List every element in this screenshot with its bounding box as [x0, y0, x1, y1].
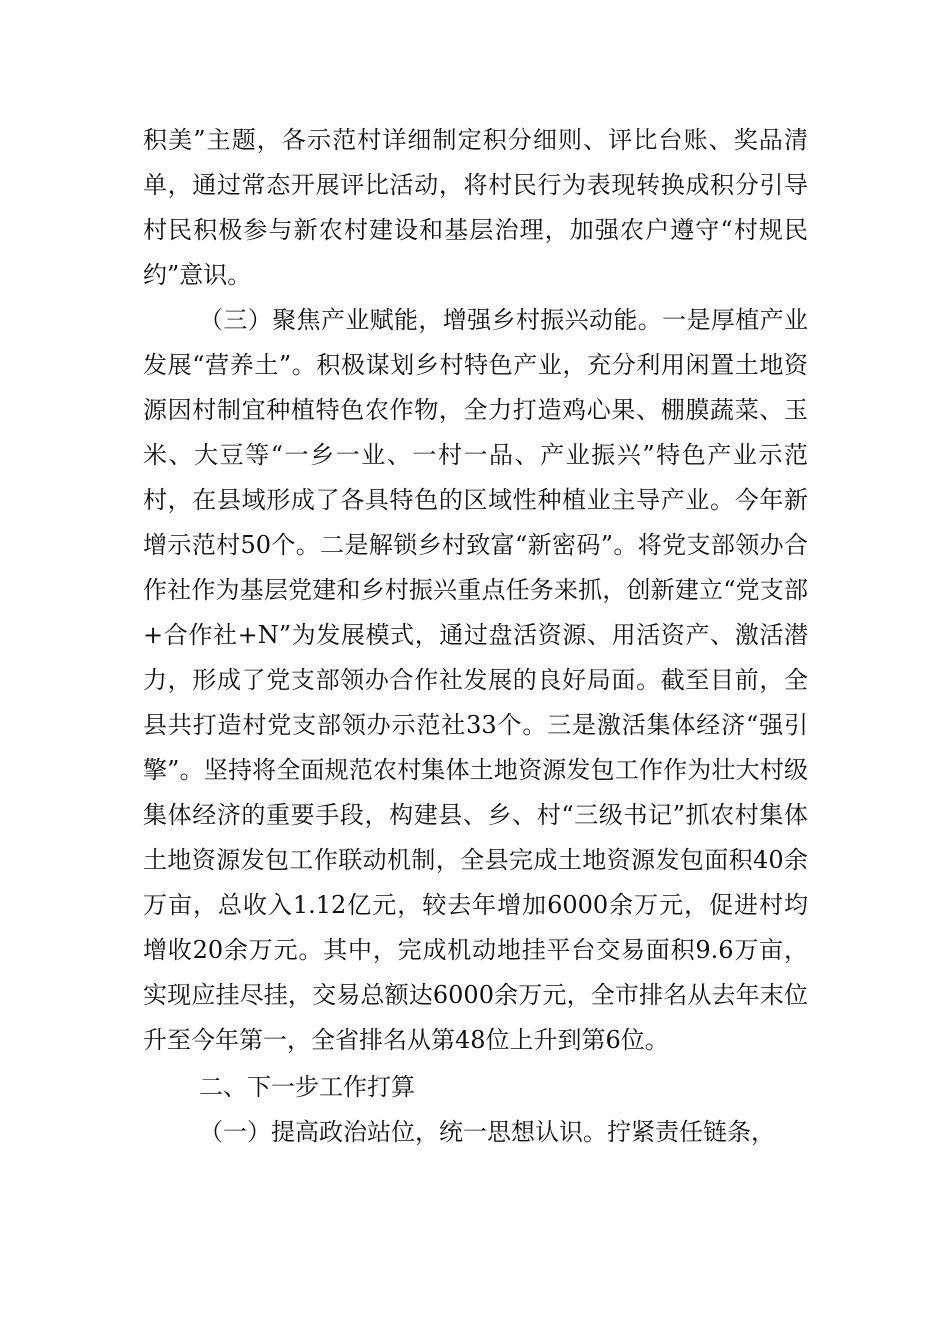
paragraph-industry [143, 298, 808, 1063]
paragraph-body-text: 一是厚植产业发展“营养土”。积极谋划乡村特色产业，充分利用闲置土地资源因村制宜种植特色农作物，全力打造鸡心果、棚膜蔬菜、玉米、大豆等“一乡一业、一村一品、产业振兴”特色产业示范村，在县域形成了各具特色的区域性种植业主导产业。今年新增示范村50个。二是解锁乡村致富“新密码”。将党支部领办合作社作为基层党建和乡村振兴重点任务来抓，创新建立“党支部+合作社+N”为发展模式，通过盘活资源、用活资产、激活潜力，形成了党支部领办合作社发展的良好局面。截至目前，全县共打造村党支部领办示范社33个。三是激活集体经济“强引擎”。坚持将全面规范农村集体土地资源发包工作作为壮大村级集体经济的重要手段，构建县、乡、村“三级书记”抓农村集体土地资源发包工作联动机制，全县完成土地资源发包面积40余万亩，总收入1.12亿元，较去年增加6000余万元，促进村均增收20余万元。其中，完成机动地挂平台交易面积9.6万亩，实现应挂尽挂，交易总额达6000余万元，全市排名从去年末位升至今年第一，全省排名从第48位上升到第6位。 [143, 306, 808, 1054]
document-body [143, 118, 808, 1155]
paragraph-lead-heading: （三）聚焦产业赋能，增强乡村振兴动能。 [199, 306, 663, 334]
sub-heading-line: （一）提高政治站位，统一思想认识。拧紧责任链条， [199, 1118, 775, 1146]
section-heading: 二、下一步工作打算 [199, 1073, 415, 1101]
paragraph-continuation: 积美”主题，各示范村详细制定积分细则、评比台账、奖品清单，通过常态开展评比活动，将村民行为表现转换成积分引导村民积极参与新农村建设和基层治理，加强农户遵守“村规民约”意识。 [143, 126, 808, 289]
